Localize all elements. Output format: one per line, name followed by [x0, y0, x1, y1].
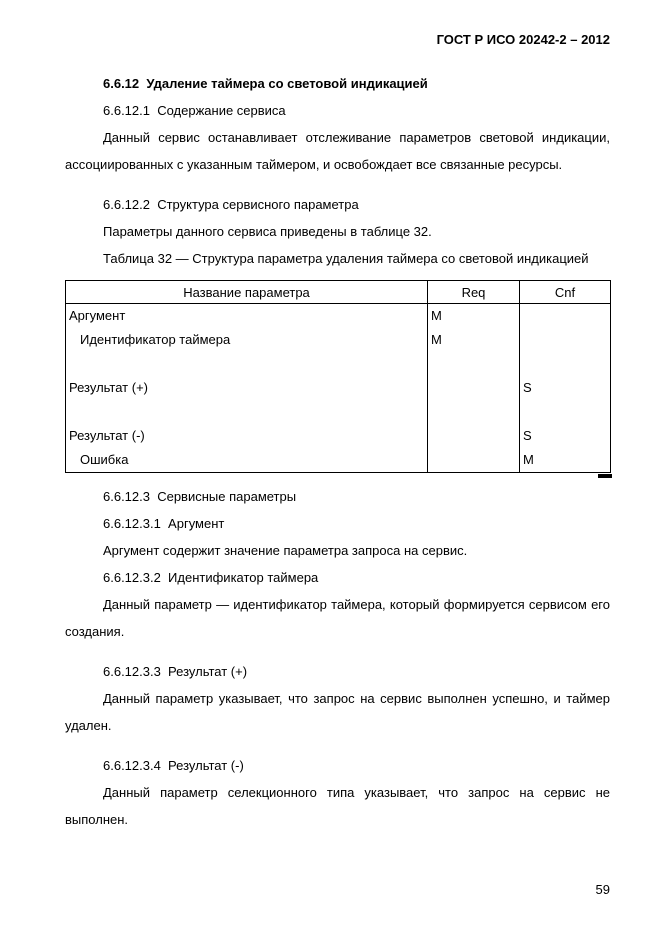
section-heading-6-6-12-3-1: 6.6.12.3.1 Аргумент	[103, 516, 225, 531]
table-cell-cnf: S	[520, 424, 611, 448]
section-heading-6-6-12-1: 6.6.12.1 Содержание сервиса	[103, 103, 286, 118]
section-heading-6-6-12-3-4: 6.6.12.3.4 Результат (-)	[103, 758, 244, 773]
table-caption: Таблица 32 — Структура параметра удаления таймера со световой индикацией	[103, 251, 589, 266]
paragraph-result-plus: Данный параметр указывает, что запрос на сервис выполнен успешно, и таймер удален.	[65, 691, 610, 733]
table-cell-name: Ошибка	[80, 452, 129, 467]
table-header-cnf: Cnf	[520, 281, 611, 304]
table-cell-cnf	[520, 328, 611, 352]
table-cell-req: M	[428, 304, 520, 329]
table-32-wrapper	[65, 280, 610, 473]
page-number: 59	[595, 882, 610, 897]
table-row	[66, 448, 611, 473]
table-cell-name	[66, 352, 428, 376]
table-cell-name: Идентификатор таймера	[80, 332, 231, 347]
table-row	[66, 352, 611, 376]
table-cell-name	[66, 400, 428, 424]
table-cell-name: Результат (+)	[69, 380, 148, 395]
paragraph-argument: Аргумент содержит значение параметра запроса на сервис.	[103, 543, 468, 558]
table-row	[66, 400, 611, 424]
table-cell-cnf	[520, 400, 611, 424]
section-heading-6-6-12: 6.6.12 Удаление таймера со световой индикацией	[103, 76, 428, 91]
table-cell-req	[428, 400, 520, 424]
running-header: ГОСТ Р ИСО 20242-2 – 2012	[436, 32, 610, 47]
section-heading-6-6-12-3-3: 6.6.12.3.3 Результат (+)	[103, 664, 248, 679]
table-cell-req	[428, 376, 520, 400]
section-heading-6-6-12-2: 6.6.12.2 Структура сервисного параметра	[103, 197, 359, 212]
table-cell-cnf	[520, 352, 611, 376]
table-cell-req	[428, 352, 520, 376]
table-cell-req	[428, 448, 520, 473]
paragraph-result-minus: Данный параметр селекционного типа указывает, что запрос на сервис не выполнен.	[65, 785, 610, 827]
table-cell-cnf: S	[520, 376, 611, 400]
table-cell-name: Аргумент	[69, 308, 126, 323]
table-header-name: Название параметра	[66, 281, 428, 304]
table-cell-req	[428, 424, 520, 448]
table-corner-artifact	[598, 474, 612, 478]
table-cell-req: M	[428, 328, 520, 352]
paragraph-timer-id: Данный параметр — идентификатор таймера, который формируется сервисом его создания.	[65, 597, 610, 639]
table-row	[66, 304, 611, 329]
table-row	[66, 424, 611, 448]
paragraph-param-structure: Параметры данного сервиса приведены в таблице 32.	[103, 224, 432, 239]
table-32	[65, 280, 611, 473]
table-cell-cnf	[520, 304, 611, 329]
section-heading-6-6-12-3: 6.6.12.3 Сервисные параметры	[103, 489, 297, 504]
section-heading-6-6-12-3-2: 6.6.12.3.2 Идентификатор таймера	[103, 570, 319, 585]
table-body	[66, 304, 611, 473]
table-row	[66, 328, 611, 352]
table-header-req: Req	[428, 281, 520, 304]
table-header-row	[66, 281, 611, 304]
table-row	[66, 376, 611, 400]
table-cell-cnf: M	[520, 448, 611, 473]
table-cell-name: Результат (-)	[69, 428, 145, 443]
paragraph-service-content: Данный сервис останавливает отслеживание параметров световой индикации, ассоциированных с указанным таймером, и освобождает все связанные ресурсы.	[65, 130, 610, 172]
